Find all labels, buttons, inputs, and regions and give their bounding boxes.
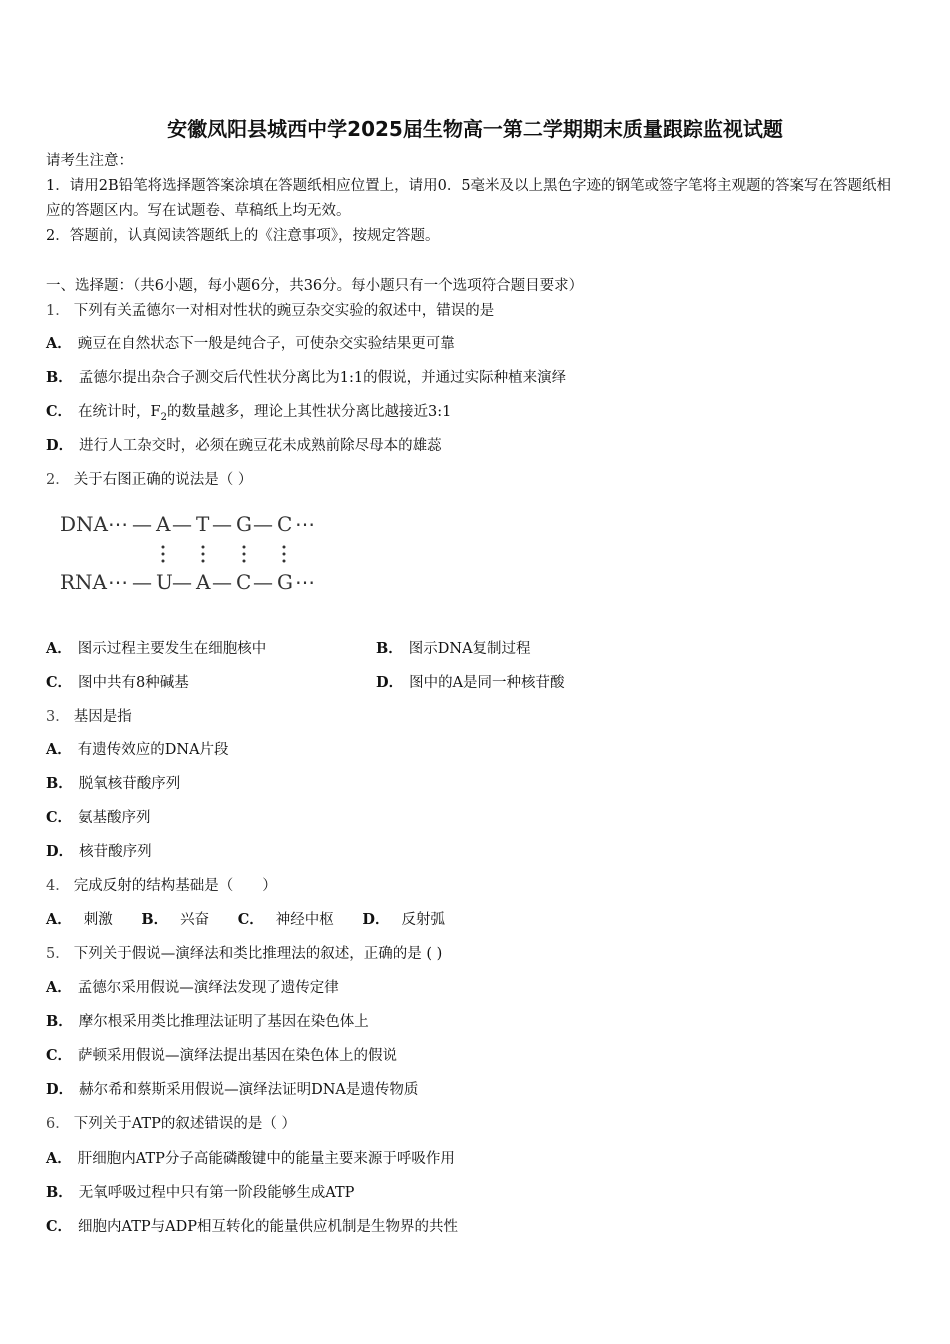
option-label: D． bbox=[362, 911, 390, 928]
question-3-option-a[interactable] bbox=[46, 740, 229, 760]
option-text: 赫尔希和蔡斯采用假说—演绎法证明DNA是遗传物质 bbox=[79, 1082, 419, 1098]
question-4-option-c[interactable] bbox=[238, 912, 346, 928]
dna-dots: ⋯ bbox=[295, 512, 315, 536]
notice-item-2: 2．答题前，认真阅读答题纸上的《注意事项》，按规定答题。 bbox=[46, 228, 440, 244]
question-5-option-b[interactable] bbox=[46, 1012, 369, 1032]
dna-dash: — bbox=[132, 512, 152, 536]
question-text: 下列关于假说—演绎法和类比推理法的叙述，正确的是 ( ) bbox=[73, 946, 443, 962]
option-label: A． bbox=[46, 1150, 72, 1167]
question-4-option-b[interactable] bbox=[141, 912, 221, 928]
notice-item-1: 1．请用2B铅笔将选择题答案涂填在答题纸相应位置上，请用0．5毫米及以上黑色字迹的钢笔或签字笔将主观题的答案写在答题纸相应的答题区内。写在试题卷、草稿纸上均无效。 bbox=[46, 178, 892, 219]
question-1-stem bbox=[46, 301, 494, 321]
option-text: 兴奋 bbox=[180, 912, 210, 928]
question-5-option-a[interactable] bbox=[46, 978, 339, 998]
question-2-option-b[interactable] bbox=[376, 639, 531, 659]
dna-base: C bbox=[277, 512, 293, 536]
question-1-option-c[interactable] bbox=[46, 402, 451, 428]
option-label: B． bbox=[141, 911, 169, 928]
question-2-option-c[interactable] bbox=[46, 675, 189, 691]
question-2-option-a[interactable] bbox=[46, 641, 266, 657]
option-text: 有遗传效应的DNA片段 bbox=[77, 742, 229, 758]
question-text: 关于右图正确的说法是（ ） bbox=[73, 472, 253, 488]
option-text: 刺激 bbox=[83, 912, 113, 928]
option-label: C． bbox=[46, 403, 73, 420]
rna-base: C bbox=[236, 570, 252, 594]
option-label: C． bbox=[46, 809, 73, 826]
dna-base: G bbox=[236, 512, 252, 536]
question-1-option-a[interactable] bbox=[46, 334, 455, 354]
rna-dots: ⋯ bbox=[295, 570, 315, 594]
question-4-stem bbox=[46, 876, 277, 896]
question-3-option-b[interactable] bbox=[46, 774, 180, 794]
question-number: 2． bbox=[46, 472, 70, 488]
option-text: 核苷酸序列 bbox=[79, 844, 152, 860]
question-3-option-c[interactable] bbox=[46, 808, 151, 828]
option-label: B． bbox=[46, 1013, 73, 1030]
option-label: C． bbox=[46, 674, 73, 691]
option-text: 豌豆在自然状态下一般是纯合子，可使杂交实验结果更可靠 bbox=[77, 336, 455, 352]
option-text-part-a: 在统计时，F bbox=[78, 404, 161, 420]
option-text: 细胞内ATP与ADP相互转化的能量供应机制是生物界的共性 bbox=[78, 1219, 459, 1235]
question-number: 5． bbox=[46, 946, 70, 962]
option-label: C． bbox=[46, 1218, 73, 1235]
option-text: 进行人工杂交时，必须在豌豆花未成熟前除尽母本的雄蕊 bbox=[79, 438, 442, 454]
option-text: 无氧呼吸过程中只有第一阶段能够生成ATP bbox=[78, 1185, 355, 1201]
option-label: D． bbox=[376, 674, 404, 691]
option-label: A． bbox=[46, 979, 72, 996]
question-2-options-row-1 bbox=[46, 639, 906, 659]
option-label: D． bbox=[46, 1081, 74, 1098]
question-2-stem bbox=[46, 470, 252, 490]
question-1-option-d[interactable] bbox=[46, 436, 442, 456]
dna-dash: — bbox=[253, 512, 273, 536]
option-text: 图中的A是同一种核苷酸 bbox=[409, 675, 565, 691]
option-text: 萨顿采用假说—演绎法提出基因在染色体上的假说 bbox=[78, 1048, 398, 1064]
option-label: A． bbox=[46, 741, 72, 758]
option-label: B． bbox=[376, 640, 403, 657]
option-text: 图中共有8种碱基 bbox=[78, 675, 189, 691]
option-text: 氨基酸序列 bbox=[78, 810, 151, 826]
question-5-option-d[interactable] bbox=[46, 1080, 418, 1100]
question-4-options bbox=[46, 910, 469, 930]
option-text: 图示过程主要发生在细胞核中 bbox=[77, 641, 267, 657]
option-label: D． bbox=[46, 437, 74, 454]
question-number: 4． bbox=[46, 878, 70, 894]
question-2-options-row-2 bbox=[46, 673, 906, 693]
option-label: B． bbox=[46, 775, 73, 792]
section-heading: 一、选择题：（共6小题，每小题6分，共36分。每小题只有一个选项符合题目要求） bbox=[46, 278, 584, 294]
question-text: 基因是指 bbox=[73, 709, 132, 725]
rna-dash: — bbox=[253, 570, 273, 594]
question-5-option-c[interactable] bbox=[46, 1046, 397, 1066]
page-title: 安徽凤阳县城西中学2025届生物高一第二学期期末质量跟踪监视试题 bbox=[167, 117, 783, 141]
question-4-option-d[interactable] bbox=[362, 912, 457, 928]
option-text: 反射弧 bbox=[401, 912, 445, 928]
option-label: B． bbox=[46, 1184, 73, 1201]
question-6-option-b[interactable] bbox=[46, 1183, 354, 1203]
rna-base: A bbox=[196, 570, 211, 594]
question-number: 6． bbox=[46, 1116, 70, 1132]
option-label: C． bbox=[46, 1047, 73, 1064]
option-label: C． bbox=[237, 911, 264, 928]
option-label: A． bbox=[46, 640, 72, 657]
option-text: 孟德尔采用假说—演绎法发现了遗传定律 bbox=[77, 980, 339, 996]
question-5-stem bbox=[46, 944, 442, 964]
hydrogen-bond-dots bbox=[162, 546, 286, 563]
dna-dash: — bbox=[212, 512, 232, 536]
rna-dash: — bbox=[132, 570, 152, 594]
option-text: 肝细胞内ATP分子高能磷酸键中的能量主要来源于呼吸作用 bbox=[77, 1151, 455, 1167]
question-1-option-b[interactable] bbox=[46, 368, 566, 388]
question-text: 完成反射的结构基础是（ ） bbox=[73, 878, 277, 894]
rna-dash: — bbox=[172, 570, 192, 594]
notice-heading: 请考生注意： bbox=[46, 153, 133, 169]
question-3-option-d[interactable] bbox=[46, 842, 152, 862]
option-text-part-b: 的数量越多，理论上其性状分离比越接近3:1 bbox=[166, 404, 452, 420]
option-label: D． bbox=[46, 843, 74, 860]
question-6-option-a[interactable] bbox=[46, 1149, 455, 1169]
option-label: A． bbox=[46, 335, 72, 352]
question-number: 3． bbox=[46, 709, 70, 725]
rna-label: RNA bbox=[60, 570, 108, 594]
rna-dash: — bbox=[212, 570, 232, 594]
question-text: 下列有关孟德尔一对相对性状的豌豆杂交实验的叙述中，错误的是 bbox=[73, 303, 495, 319]
option-text: 脱氧核苷酸序列 bbox=[78, 776, 181, 792]
question-4-option-a[interactable] bbox=[46, 912, 125, 928]
rna-base: U bbox=[156, 570, 173, 594]
question-text: 下列关于ATP的叙述错误的是（ ） bbox=[73, 1116, 296, 1132]
dna-base: A bbox=[156, 512, 171, 536]
option-label: A． bbox=[46, 911, 72, 928]
question-2-option-d[interactable] bbox=[376, 673, 565, 693]
dna-dots: ⋯ bbox=[108, 512, 128, 536]
rna-dots: ⋯ bbox=[108, 570, 128, 594]
dna-dash: — bbox=[172, 512, 192, 536]
option-text: 图示DNA复制过程 bbox=[408, 641, 531, 657]
question-number: 1． bbox=[46, 303, 70, 319]
option-text: 神经中枢 bbox=[275, 912, 334, 928]
question-6-option-c[interactable] bbox=[46, 1217, 458, 1237]
question-3-stem bbox=[46, 707, 132, 727]
dna-base: T bbox=[196, 512, 210, 536]
option-label: B． bbox=[46, 369, 73, 386]
question-6-stem bbox=[46, 1114, 296, 1134]
option-text: 孟德尔提出杂合子测交后代性状分离比为1:1的假说，并通过实际种植来演绎 bbox=[78, 370, 567, 386]
dna-rna-pairing-diagram bbox=[52, 505, 332, 605]
dna-label: DNA bbox=[60, 512, 108, 536]
option-subscript: 2 bbox=[160, 411, 167, 423]
rna-base: G bbox=[277, 570, 293, 594]
option-text: 摩尔根采用类比推理法证明了基因在染色体上 bbox=[78, 1014, 369, 1030]
